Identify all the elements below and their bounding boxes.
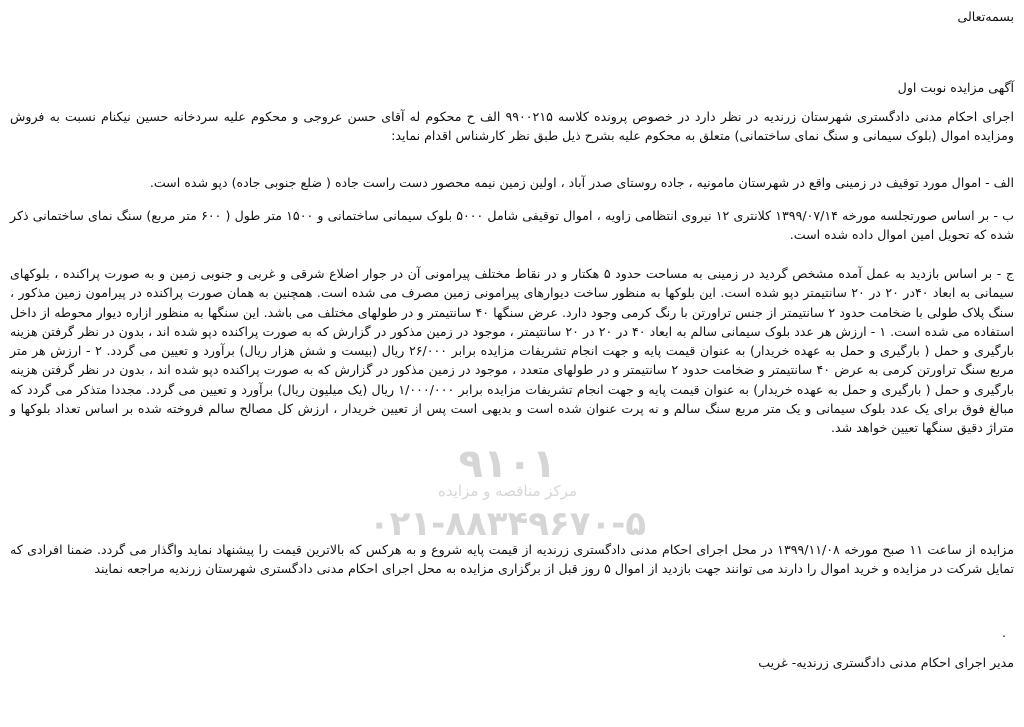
separator-dot: .	[1001, 625, 1006, 640]
opening-line: بسمه‌تعالی	[957, 9, 1014, 24]
watermark-subtitle: مرکز مناقصه و مزایده	[437, 482, 577, 500]
signature-line: مدیر اجرای احکام مدنی دادگستری زرندیه- غریب	[758, 655, 1014, 670]
intro-paragraph: اجرای احکام مدنی دادگستری شهرستان زرندیه در نظر دارد در خصوص پرونده کلاسه ۹۹۰۰۲۱۵ الف ح محکوم له آقای حسن عروجی و محکوم علیه سردخانه حسین نیکنام نسبت به فروش ومزایده اموال (بلوک سیمانی و سنگ نمای ساختمانی) متعلق به محکوم علیه بشرح ذیل طبق نظر کارشناس اقدام نماید:	[10, 109, 1014, 144]
notice-title: آگهی مزایده نوبت اول	[897, 80, 1014, 95]
section-jim: ج - بر اساس بازدید به عمل آمده مشخص گردید در زمینی به مساحت حدود ۵ هکتار و در نقاط مختلف پیرامونی آن در جوار اضلاع شرقی و غربی و جنوبی زمین و به صورت پراکنده ، بلوکهای سیمانی به ابعاد ۴۰در ۲۰ در ۲۰ سانتیمتر دپو شده است. این بلوکها به منظور ساخت دیوارهای پیرامونی زمین مصرف می شده است. همچنین به همان صورت پراکنده در پیرامون زمین مذکور ، سنگ پلاک طولی با ضخامت حدود ۲ سانتیمتر از جنس تراورتن با رنگ کرمی وجود دارد. عرض سنگها ۴۰ سانتیمتر و در طولهای مختلف می باشد. این سنگها به منظور ازاره دیوار محوطه از داخل استفاده می شده است. ۱ - ارزش هر عدد بلوک سیمانی سالم به ابعاد ۴۰ در ۲۰ در ۲۰ سانتیمتر ، موجود در زمین مذکور در گزارش که به صورت پراکنده دپو شده اند ، بدون در نظر گرفتن هزینه بارگیری و حمل ( بارگیری و حمل به عهده خریدار) به عنوان قیمت پایه و جهت انجام تشریفات مزایده برابر ۲۶/۰۰۰ ریال (بیست و شش هزار ریال) برآورد و تعیین می گردد. ۲ - ارزش هر متر مربع سنگ تراورتن کرمی به عرض ۴۰ سانتیمتر و ضخامت حدود ۲ سانتیمتر و در طولهای متعدد ، موجود در زمین مذکور در گزارش که به صورت پراکنده دپو شده اند ، بدون در نظر گرفتن هزینه بارگیری و حمل ( بارگیری و حمل به عهده خریدار) به عنوان قیمت پایه و جهت انجام تشریفات مزایده برابر ۱/۰۰۰/۰۰۰ ریال (یک میلیون ریال) برآورد و تعیین می گردد. مجددا متذکر می گردد که مبالغ فوق برای یک عدد بلوک سیمانی و یک متر مربع سنگ سالم و نه پرت عنوان شده است و بدیهی است پس از تعیین خریدار ، ارزش کل مصالح سالم فروخته شده بر اساس تعداد بلوکها و متراژ دقیق سنگها تعیین خواهد شد.	[10, 266, 1015, 436]
section-alef: الف - اموال مورد توقیف در زمینی واقع در شهرستان مامونیه ، جاده روستای صدر آباد ، اولین زمین نیمه محصور دست راست جاده ( ضلع جنوبی جاده) دپو شده است.	[149, 175, 1014, 190]
section-be: ب - بر اساس صورتجلسه مورخه ۱۳۹۹/۰۷/۱۴ کلانتری ۱۲ نیروی انتظامی زاویه ، اموال توقیفی شامل ۵۰۰۰ بلوک سیمانی ساختمانی و ۱۵۰۰ متر طول ( ۶۰۰ متر مربع) سنگ نمای ساختمانی ذکر شده که تحویل امین اموال داده شده است.	[10, 208, 1014, 243]
watermark-phone: ۰۲۱-۸۸۳۴۹۶۷۰-۵	[368, 504, 647, 544]
auction-paragraph: مزایده از ساعت ۱۱ صبح مورخه ۱۳۹۹/۱۱/۰۸ در محل اجرای احکام مدنی دادگستری زرندیه از قیمت پایه شروع و به هرکس که بالاترین قیمت را پیشنهاد نماید واگذار می گردد. ضمنا افرادی که تمایل شرکت در مزایده و خرید اموال را دارند می توانند جهت بازدید از اموال ۵ روز قبل از برگزاری مزایده به محل اجرای احکام مدنی دادگستری شهرستان زرندیه مراجعه نمایند	[10, 542, 1014, 577]
auction-notice-document	[10, 0, 1014, 727]
watermark-logo-text: ۹۱۰۱	[458, 441, 557, 487]
